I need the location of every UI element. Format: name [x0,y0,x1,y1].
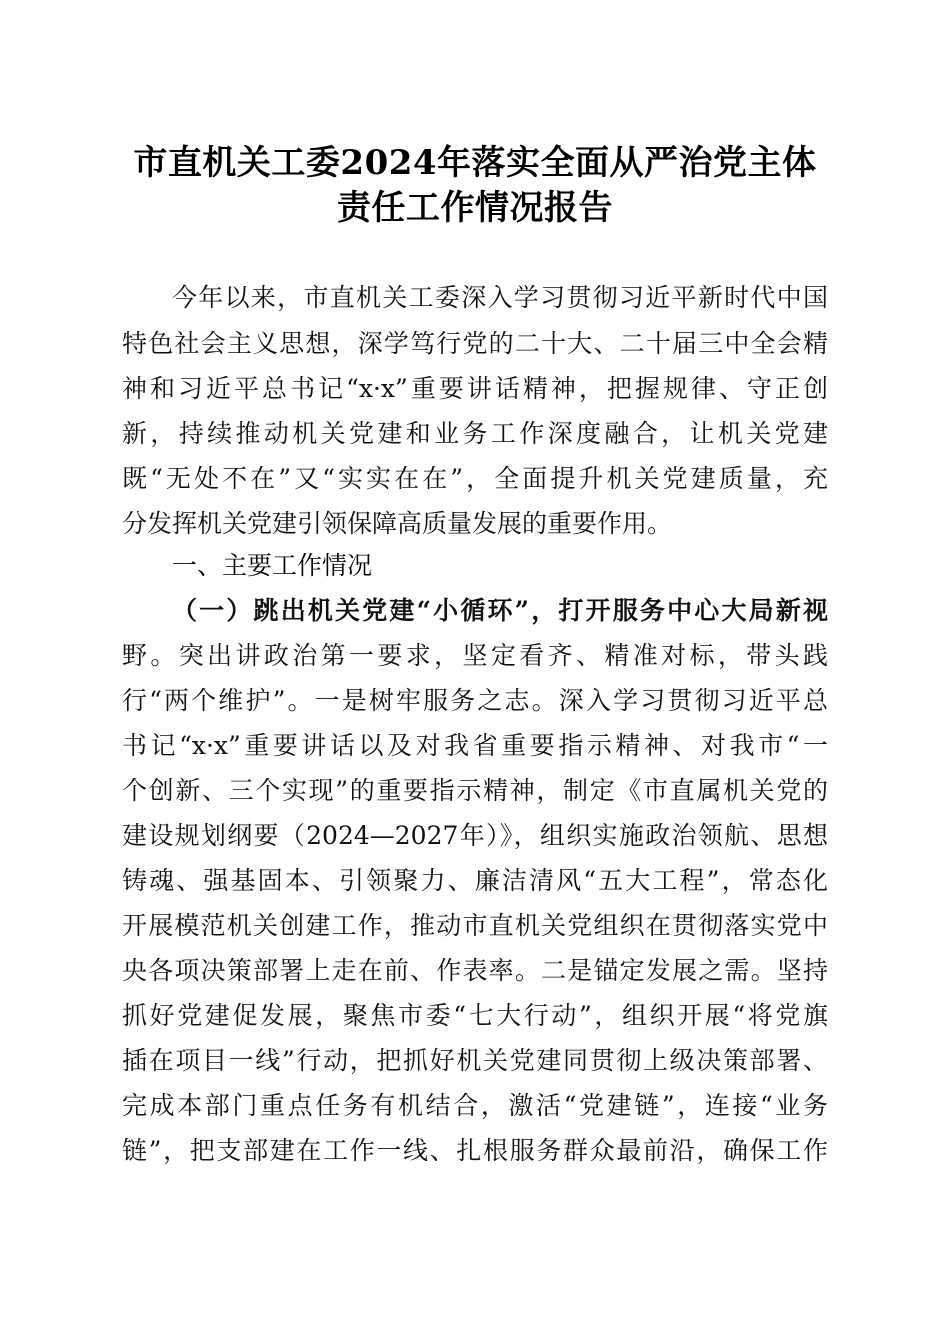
body-paragraph-line: 抓好党建促发展，聚焦市委“七大行动”，组织开展“将党旗 [122,1001,828,1030]
body-paragraph-line: 插在项目一线”行动，把抓好机关党建同贯彻上级决策部署、 [122,1046,828,1075]
body-paragraph-line: 行“两个维护”。一是树牢服务之志。深入学习贯彻习近平总 [122,686,828,715]
intro-paragraph-line: 分发挥机关党建引领保障高质量发展的重要作用。 [122,509,673,538]
body-paragraph-line: 开展模范机关创建工作，推动市直机关党组织在贯彻落实党中 [122,911,828,940]
body-paragraph-line: 建设规划纲要（2024—2027年）》，组织实施政治领航、思想 [122,821,828,850]
sub-section-heading: （一）跳出机关党建“小循环”，打开服务中心大局新视 [172,596,828,625]
body-paragraph-line: 铸魂、强基固本、引领聚力、廉洁清风“五大工程”，常态化 [122,866,828,895]
intro-paragraph-line: 神和习近平总书记“x·x”重要讲话精神，把握规律、守正创 [122,374,828,403]
body-paragraph-line: 链”，把支部建在工作一线、扎根服务群众最前沿，确保工作 [122,1136,828,1165]
intro-paragraph-line: 新，持续推动机关党建和业务工作深度融合，让机关党建 [122,419,828,448]
section-heading: 一、主要工作情况 [172,551,373,580]
document-title-line-2: 责任工作情况报告 [337,188,613,228]
body-paragraph-line: 野。突出讲政治第一要求，坚定看齐、精准对标，带头践 [122,641,828,670]
body-paragraph-line: 书记“x·x”重要讲话以及对我省重要指示精神、对我市“一 [122,731,828,760]
intro-paragraph-line: 今年以来，市直机关工委深入学习贯彻习近平新时代中国 [172,283,828,312]
body-paragraph-line: 个创新、三个实现”的重要指示精神，制定《市直属机关党的 [122,776,828,805]
document-title-line-1: 市直机关工委2024年落实全面从严治党主体 [133,143,817,183]
intro-paragraph-line: 特色社会主义思想，深学笃行党的二十大、二十届三中全会精 [122,329,828,358]
body-paragraph-line: 完成本部门重点任务有机结合，激活“党建链”，连接“业务 [122,1091,828,1120]
body-paragraph-line: 央各项决策部署上走在前、作表率。二是锚定发展之需。坚持 [122,956,828,985]
intro-paragraph-line: 既“无处不在”又“实实在在”，全面提升机关党建质量，充 [122,464,828,493]
